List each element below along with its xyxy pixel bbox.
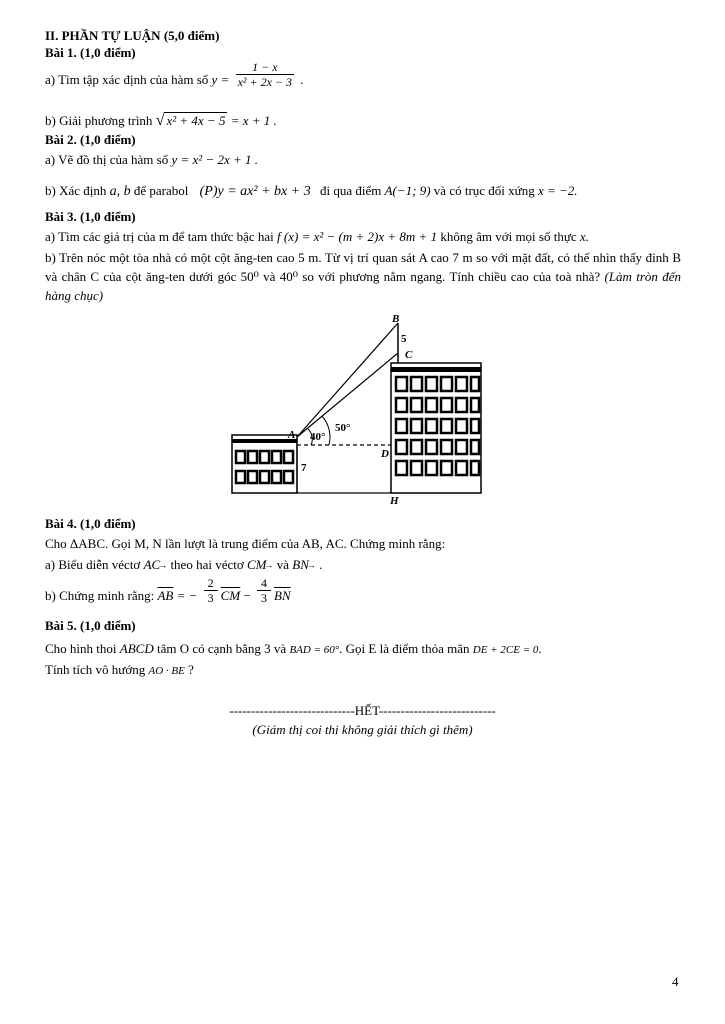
end-line: -----------------------------HẾT--------------------------- (229, 703, 496, 718)
bai1-title: Bài 1. (1,0 điểm) (45, 45, 136, 60)
bai2-b-axis: x = −2. (537, 183, 578, 198)
bai4-b-text: b) Chứng minh rằng: (45, 588, 155, 603)
bai2-a (45, 152, 258, 168)
bai1-a-fraction (236, 60, 294, 89)
label-B: B (392, 313, 400, 325)
left-building (232, 435, 297, 493)
bai4-a-text2: theo hai véctơ (170, 557, 244, 572)
bai2-b-text2: để parabol (133, 183, 189, 198)
bai5-product: AO · BE (148, 665, 185, 677)
section-heading: II. PHẦN TỰ LUẬN (5,0 điểm) (45, 28, 220, 43)
bai5-text4: . (538, 641, 542, 656)
fraction-denominator: 3 (207, 590, 214, 605)
bai3-a-text2: không âm với mọi số thực (440, 229, 577, 244)
label-H: H (390, 495, 399, 505)
bai2-a-expr: y = x² − 2x + 1 . (171, 152, 259, 167)
label-40: 40° (310, 431, 326, 443)
bai5-angle: BAD = 60° (289, 644, 340, 656)
bai3-a-x: x. (579, 229, 589, 244)
bai3-title: Bài 3. (1,0 điểm) (45, 209, 136, 224)
fraction-4-3 (257, 576, 271, 605)
bai2-b-text1: b) Xác định (45, 183, 107, 198)
bai2-title: Bài 2. (1,0 điểm) (45, 132, 136, 147)
vector-arrow-icon: → (158, 560, 168, 570)
bai1-b-radicand: x² + 4x − 5 (166, 113, 226, 128)
bai2-b-point: A(−1; 9) (384, 183, 431, 198)
label-50: 50° (335, 422, 351, 434)
bai4-intro: Cho ΔABC. Gọi M, N lần lượt là trung điểm của AB, AC. Chứng minh rằng: (45, 536, 446, 551)
bai5-text1: Cho hình thoi (45, 641, 117, 656)
right-building (391, 363, 481, 493)
vector-arrow-icon: → (264, 560, 274, 570)
bai2-b-text4: và có trục đối xứng (433, 183, 535, 198)
bai2-b-parabola: (P)y = ax² + bx + 3 (199, 184, 311, 199)
bai2-b-ab: a, b (109, 184, 131, 199)
bai5-line2 (45, 662, 194, 679)
bai4-a-text1: a) Biểu diễn véctơ (45, 557, 141, 572)
bai2-b-text3: đi qua điểm (319, 183, 382, 198)
bai5-condition: DE + 2CE = 0 (472, 644, 539, 656)
vector-arrow-icon: → (306, 560, 316, 570)
sqrt-sign: √ (155, 112, 165, 129)
bai1-b (45, 113, 277, 129)
bai2-b (45, 183, 578, 200)
vector-AB: $\overline{AB}$ (157, 588, 174, 603)
bai4-a-and: và (276, 557, 290, 572)
vector-CM: CM (246, 557, 267, 572)
bai1-a-text: a) Tìm tập xác định của hàm số (45, 72, 209, 87)
bai3-b-text: b) Trên nóc một tòa nhà có một cột ăng-ten cao 5 m. Từ vị trí quan sát A cao 7 m so với mặt đất, có thể nhìn thấy đỉnh B và chân C của cột ăng-ten dưới góc 50⁰ và 40⁰ so với phương nằm ngang. Tính chiều cao của toà nhà? (45, 250, 681, 284)
bai1-a-end: . (300, 72, 304, 87)
bai3-a (45, 229, 589, 245)
bai4-a-end: . (319, 557, 323, 572)
bai5-text5: Tính tích vô hướng (45, 662, 146, 677)
fraction-2-3 (204, 576, 218, 605)
bai5-text3: . Gọi E là điểm thỏa mãn (339, 641, 470, 656)
label-5: 5 (401, 333, 407, 345)
bai1-a-y: y = (211, 72, 230, 87)
fraction-denominator: 3 (261, 590, 268, 605)
label-D: D (381, 448, 389, 460)
fraction-numerator: 2 (204, 576, 218, 591)
bai4-title: Bài 4. (1,0 điểm) (45, 516, 136, 531)
fraction-numerator: 4 (257, 576, 271, 591)
label-7: 7 (301, 462, 307, 474)
bai1-b-rhs: = x + 1 . (230, 113, 277, 128)
bai4-b (45, 575, 291, 605)
bai1-a (45, 59, 304, 89)
page-number: 4 (672, 974, 679, 989)
bai4-b-minus: − (243, 588, 251, 603)
bai1-a-numerator: 1 − x (236, 60, 294, 75)
bai2-a-text: a) Vẽ đồ thị của hàm số (45, 152, 169, 167)
vector-CM-b: $\overline{CM}$ (220, 588, 241, 603)
bai3-a-expr: f (x) = x² − (m + 2)x + 8m + 1 (277, 229, 438, 244)
bai5-title: Bài 5. (1,0 điểm) (45, 618, 136, 633)
bai3-a-text1: a) Tìm các giá trị của m để tam thức bậc hai (45, 229, 274, 244)
bai5-text2: tâm O có cạnh bằng 3 và (156, 641, 287, 656)
bai5-abcd: ABCD (119, 641, 154, 656)
label-A: A (288, 429, 296, 441)
label-C: C (405, 349, 413, 361)
building-antenna-figure (225, 305, 500, 505)
end-note: (Giám thị coi thi không giải thích gì thêm) (252, 722, 473, 737)
bai1-b-text: b) Giải phương trình (45, 113, 153, 128)
bai5-question-mark: ? (188, 662, 194, 677)
vector-AC: AC (143, 557, 161, 572)
vector-BN: BN (292, 557, 309, 572)
bai3-b (45, 248, 681, 305)
vector-BN-b: $\overline{BN}$ (274, 588, 291, 603)
bai1-a-denominator: x² + 2x − 3 (237, 74, 293, 89)
bai5-line1 (45, 641, 542, 658)
bai4-b-eq: = − (176, 588, 198, 603)
bai3-b-note: (Làm tròn đến hàng chục) (45, 269, 682, 303)
bai4-a (45, 557, 322, 573)
sight-line-AB (297, 323, 398, 437)
